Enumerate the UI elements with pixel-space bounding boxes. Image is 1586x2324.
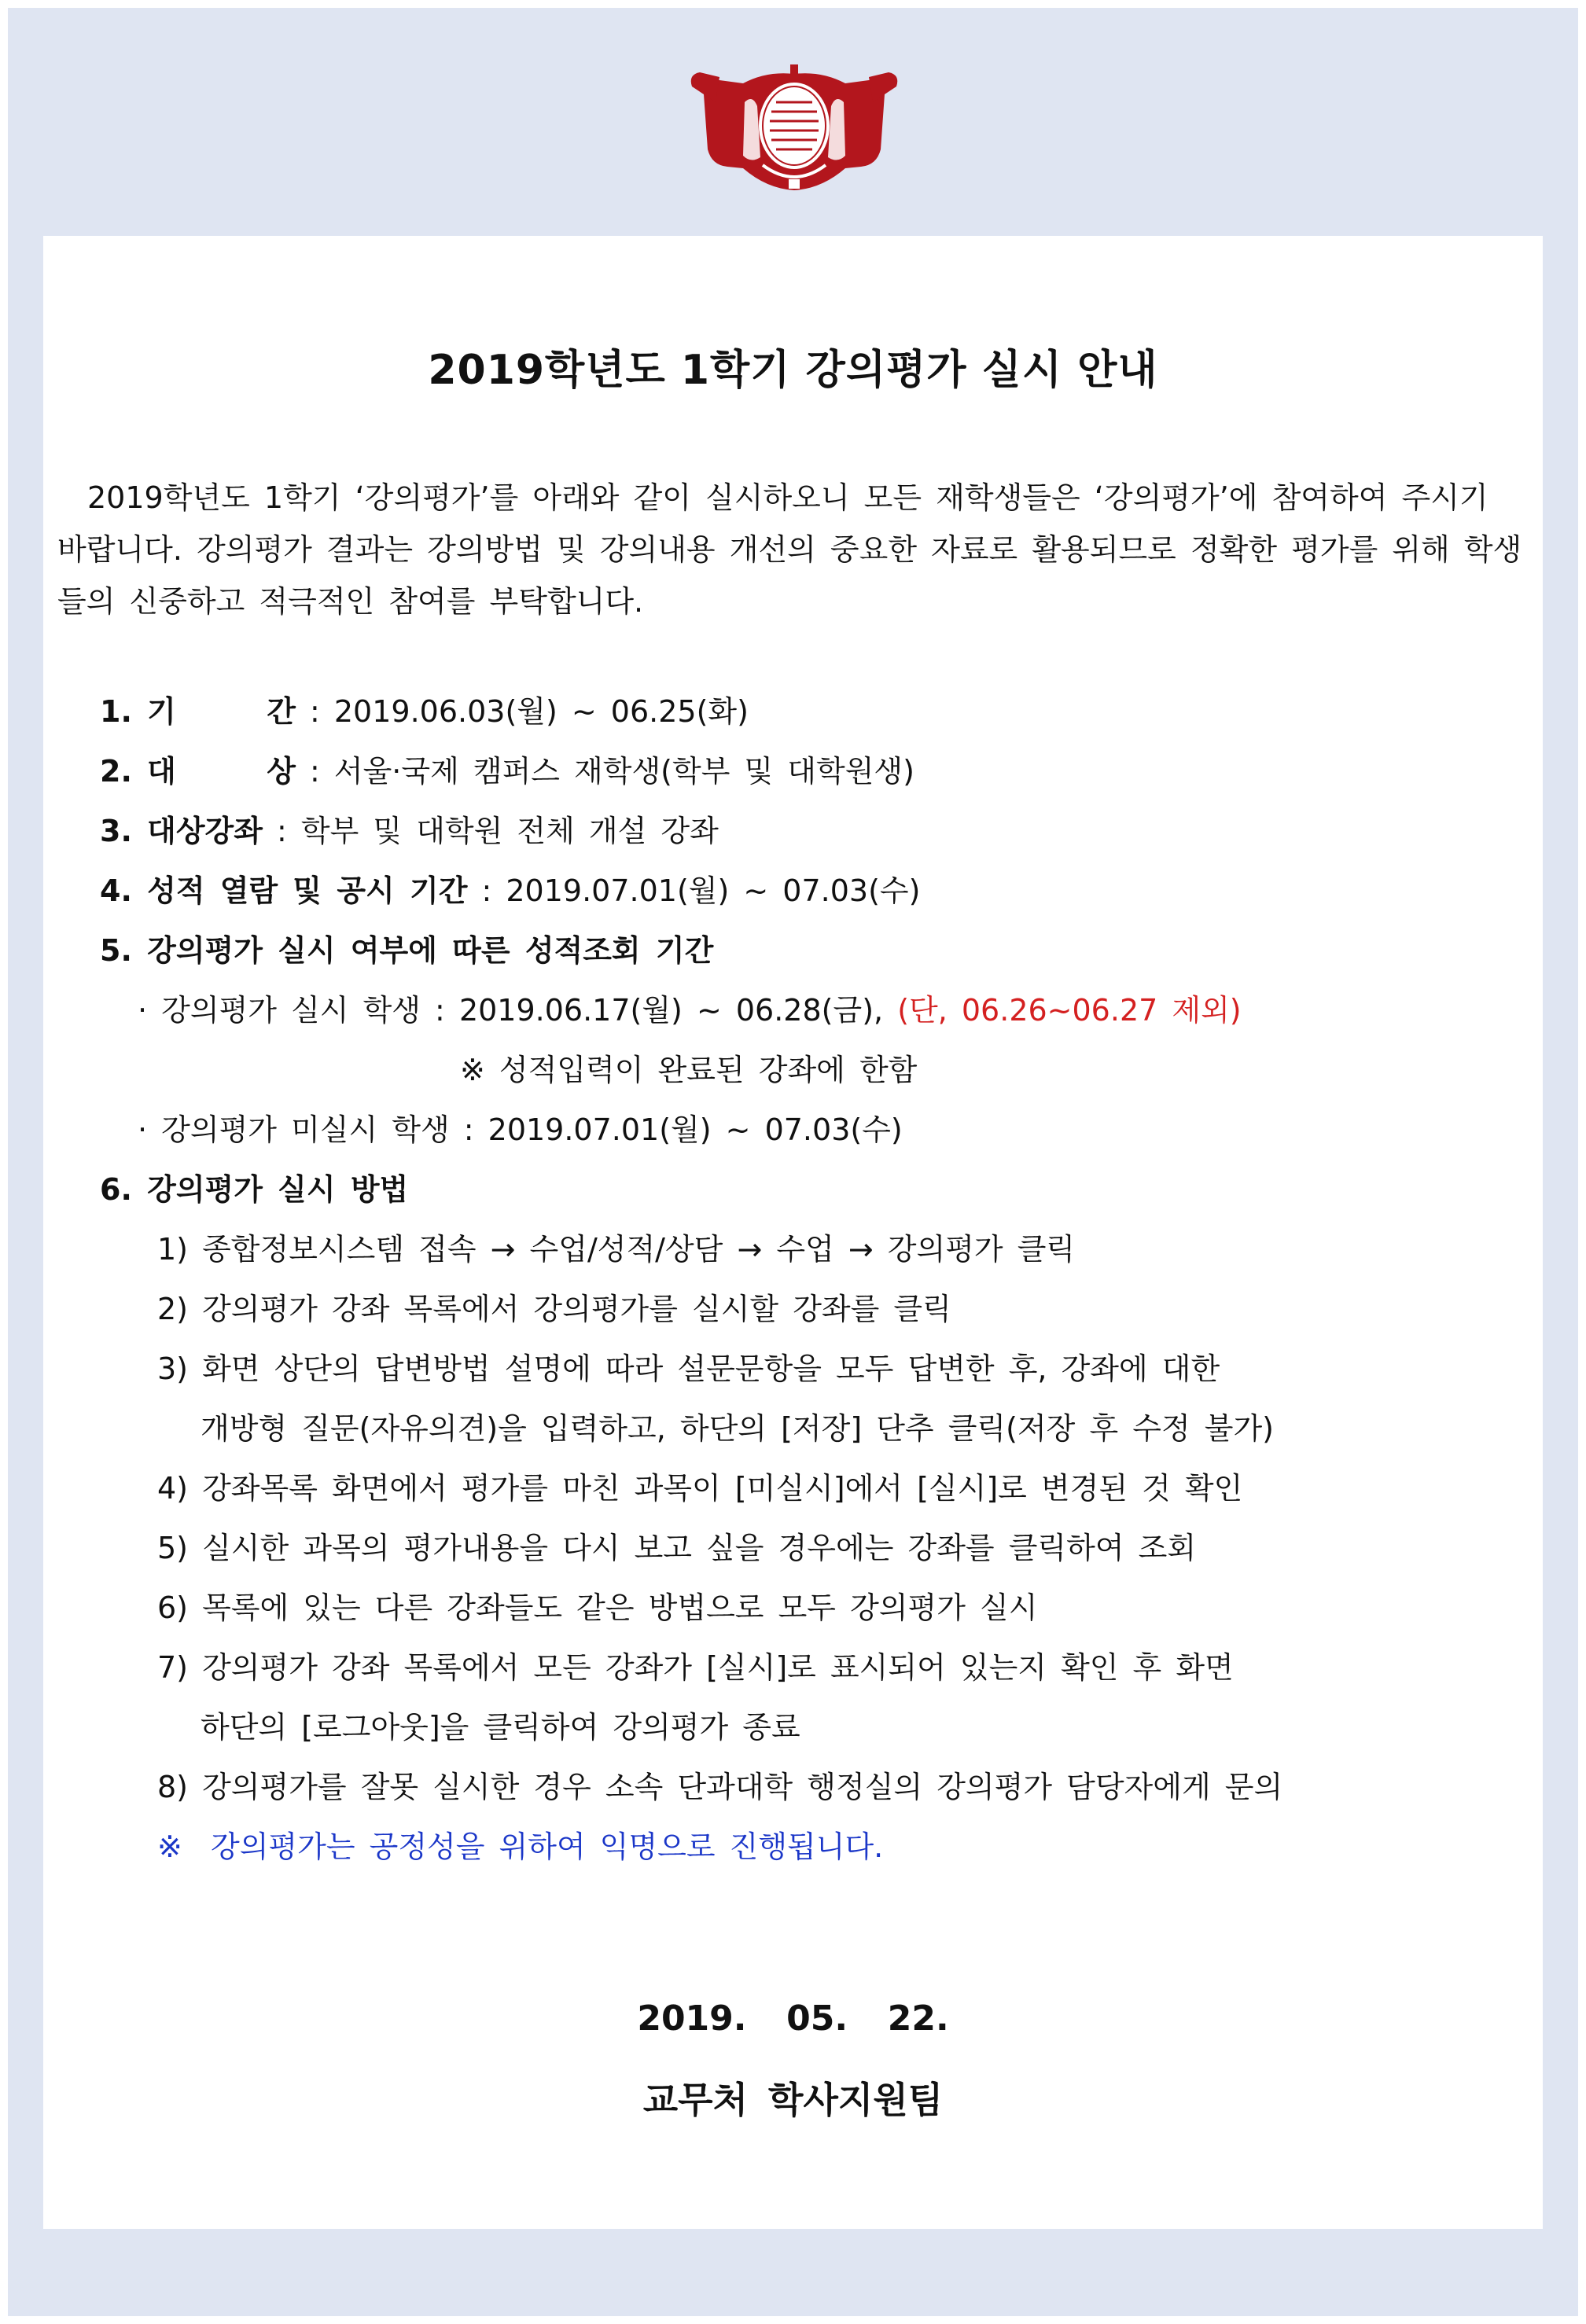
item-grades [100, 871, 920, 910]
method-step: 5) 실시한 과목의 평가내용을 다시 보고 싶을 경우에는 강좌를 클릭하여 조회 [157, 1531, 1197, 1565]
item-inquiry-done [138, 991, 1242, 1030]
item-period-label: 1. 기 간 [100, 694, 296, 729]
notice-date [43, 1999, 1543, 2039]
method-step: 6) 목록에 있는 다른 강좌들도 같은 방법으로 모두 강의평가 실시 [157, 1590, 1038, 1625]
method-step-continued: 하단의 [로그아웃]을 클릭하여 강의평가 종료 [201, 1710, 800, 1745]
notice-date-text: 2019. 05. 22. [637, 1999, 949, 2039]
item-target [100, 752, 914, 791]
item-inquiry-label: 5. 강의평가 실시 여부에 따른 성적조회 기간 [100, 933, 714, 968]
method-step: 7) 강의평가 강좌 목록에서 모든 강좌가 [실시]로 표시되어 있는지 확인 후 화면 [157, 1650, 1234, 1685]
item-period [100, 692, 749, 731]
item-courses-label: 3. 대상강좌 [100, 814, 263, 848]
item-courses [100, 811, 719, 851]
method-step: 8) 강의평가를 잘못 실시한 경우 소속 단과대학 행정실의 강의평가 담당자에게 문의 [157, 1770, 1283, 1804]
issuing-department: 교무처 학사지원팀 [642, 2079, 944, 2121]
notice-document [43, 236, 1543, 2229]
method-step-continued: 개방형 질문(자유의견)을 입력하고, 하단의 [저장] 단추 클릭(저장 후 수정 불가) [201, 1411, 1274, 1446]
method-step: 3) 화면 상단의 답변방법 설명에 따라 설문문항을 모두 답변한 후, 강좌에 대한 [157, 1351, 1220, 1386]
item-inquiry-note: ※ 성적입력이 완료된 강좌에 한함 [460, 1053, 918, 1087]
item-courses-value: : 학부 및 대학원 전체 개설 강좌 [262, 814, 719, 848]
item-grades-value: : 2019.07.01(월) ~ 07.03(수) [467, 873, 921, 908]
item-method-label: 6. 강의평가 실시 방법 [100, 1172, 409, 1207]
page-title: 2019학년도 1학기 강의평가 실시 안내 [428, 347, 1158, 394]
item-grades-label: 4. 성적 열람 및 공시 기간 [100, 873, 468, 908]
item-inquiry-not-done: · 강의평가 미실시 학생 : 2019.07.01(월) ~ 07.03(수) [138, 1112, 903, 1147]
intro-paragraph: 2019학년도 1학기 ‘강의평가’를 아래와 같이 실시하오니 모든 재학생들은 ‘강의평가’에 참여하여 주시기 바랍니다. 강의평가 결과는 강의방법 및 강의내용 개선의 중요한 자료로 활용되므로 정확한 평가를 위해 학생들의 신중하고 적극적인 참여를 부탁합니다. [57, 480, 1522, 619]
item-target-value: : 서울·국제 캠퍼스 재학생(학부 및 대학원생) [295, 754, 914, 789]
anonymous-note: ※ 강의평가는 공정성을 위하여 익명으로 진행됩니다. [157, 1829, 884, 1864]
method-step: 1) 종합정보시스템 접속 → 수업/성적/상담 → 수업 → 강의평가 클릭 [157, 1232, 1076, 1267]
method-step: 2) 강의평가 강좌 목록에서 강의평가를 실시할 강좌를 클릭 [157, 1292, 951, 1326]
item-target-label: 2. 대 상 [100, 754, 296, 789]
university-emblem-logo [688, 63, 900, 193]
method-step: 4) 강좌목록 화면에서 평가를 마친 과목이 [미실시]에서 [실시]로 변경된 것 확인 [157, 1471, 1243, 1506]
item-inquiry-done-text: · 강의평가 실시 학생 : 2019.06.17(월) ~ 06.28(금), [138, 993, 884, 1028]
item-inquiry-exception: (단, 06.26~06.27 제외) [883, 993, 1242, 1028]
item-period-value: : 2019.06.03(월) ~ 06.25(화) [295, 694, 749, 729]
